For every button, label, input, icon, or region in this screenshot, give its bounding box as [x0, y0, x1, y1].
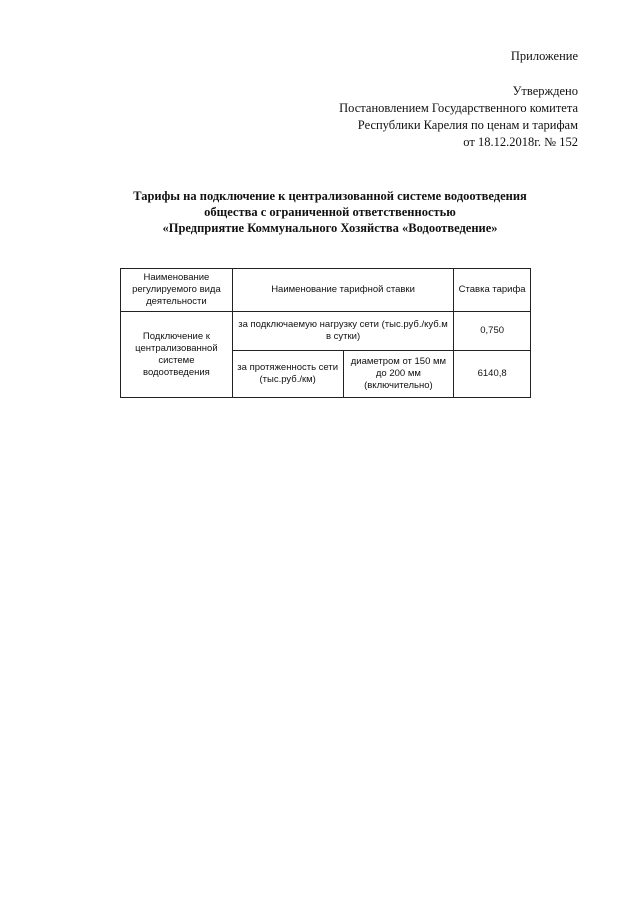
- approval-line-3: от 18.12.2018г. № 152: [463, 135, 578, 149]
- table-row: [121, 312, 531, 351]
- rate-name-cell: за протяженность сети (тыс.руб./км): [232, 351, 343, 398]
- tariff-table: [120, 268, 531, 398]
- title-line-1: Тарифы на подключение к централизованной системе водоотведения: [133, 189, 527, 203]
- header-rate-name: Наименование тарифной ставки: [232, 269, 453, 312]
- document-title: [90, 188, 570, 236]
- rate-value-cell: 6140,8: [454, 351, 531, 398]
- rate-value-cell: 0,750: [454, 312, 531, 351]
- approval-block: [339, 48, 578, 151]
- title-line-3: «Предприятие Коммунального Хозяйства «Водоотведение»: [162, 221, 498, 235]
- activity-cell: Подключение к централизованной системе водоотведения: [121, 312, 233, 398]
- rate-subname-cell: диаметром от 150 мм до 200 мм (включительно): [343, 351, 454, 398]
- approval-line-1: Постановлением Государственного комитета: [339, 101, 578, 115]
- approval-line-2: Республики Карелия по ценам и тарифам: [357, 118, 578, 132]
- approved-label: Утверждено: [512, 84, 578, 98]
- header-activity: Наименование регулируемого вида деятельности: [121, 269, 233, 312]
- appendix-label: Приложение: [510, 49, 578, 63]
- title-line-2: общества с ограниченной ответственностью: [204, 205, 456, 219]
- table-header-row: [121, 269, 531, 312]
- rate-name-cell: за подключаемую нагрузку сети (тыс.руб./куб.м в сутки): [232, 312, 453, 351]
- header-rate: Ставка тарифа: [454, 269, 531, 312]
